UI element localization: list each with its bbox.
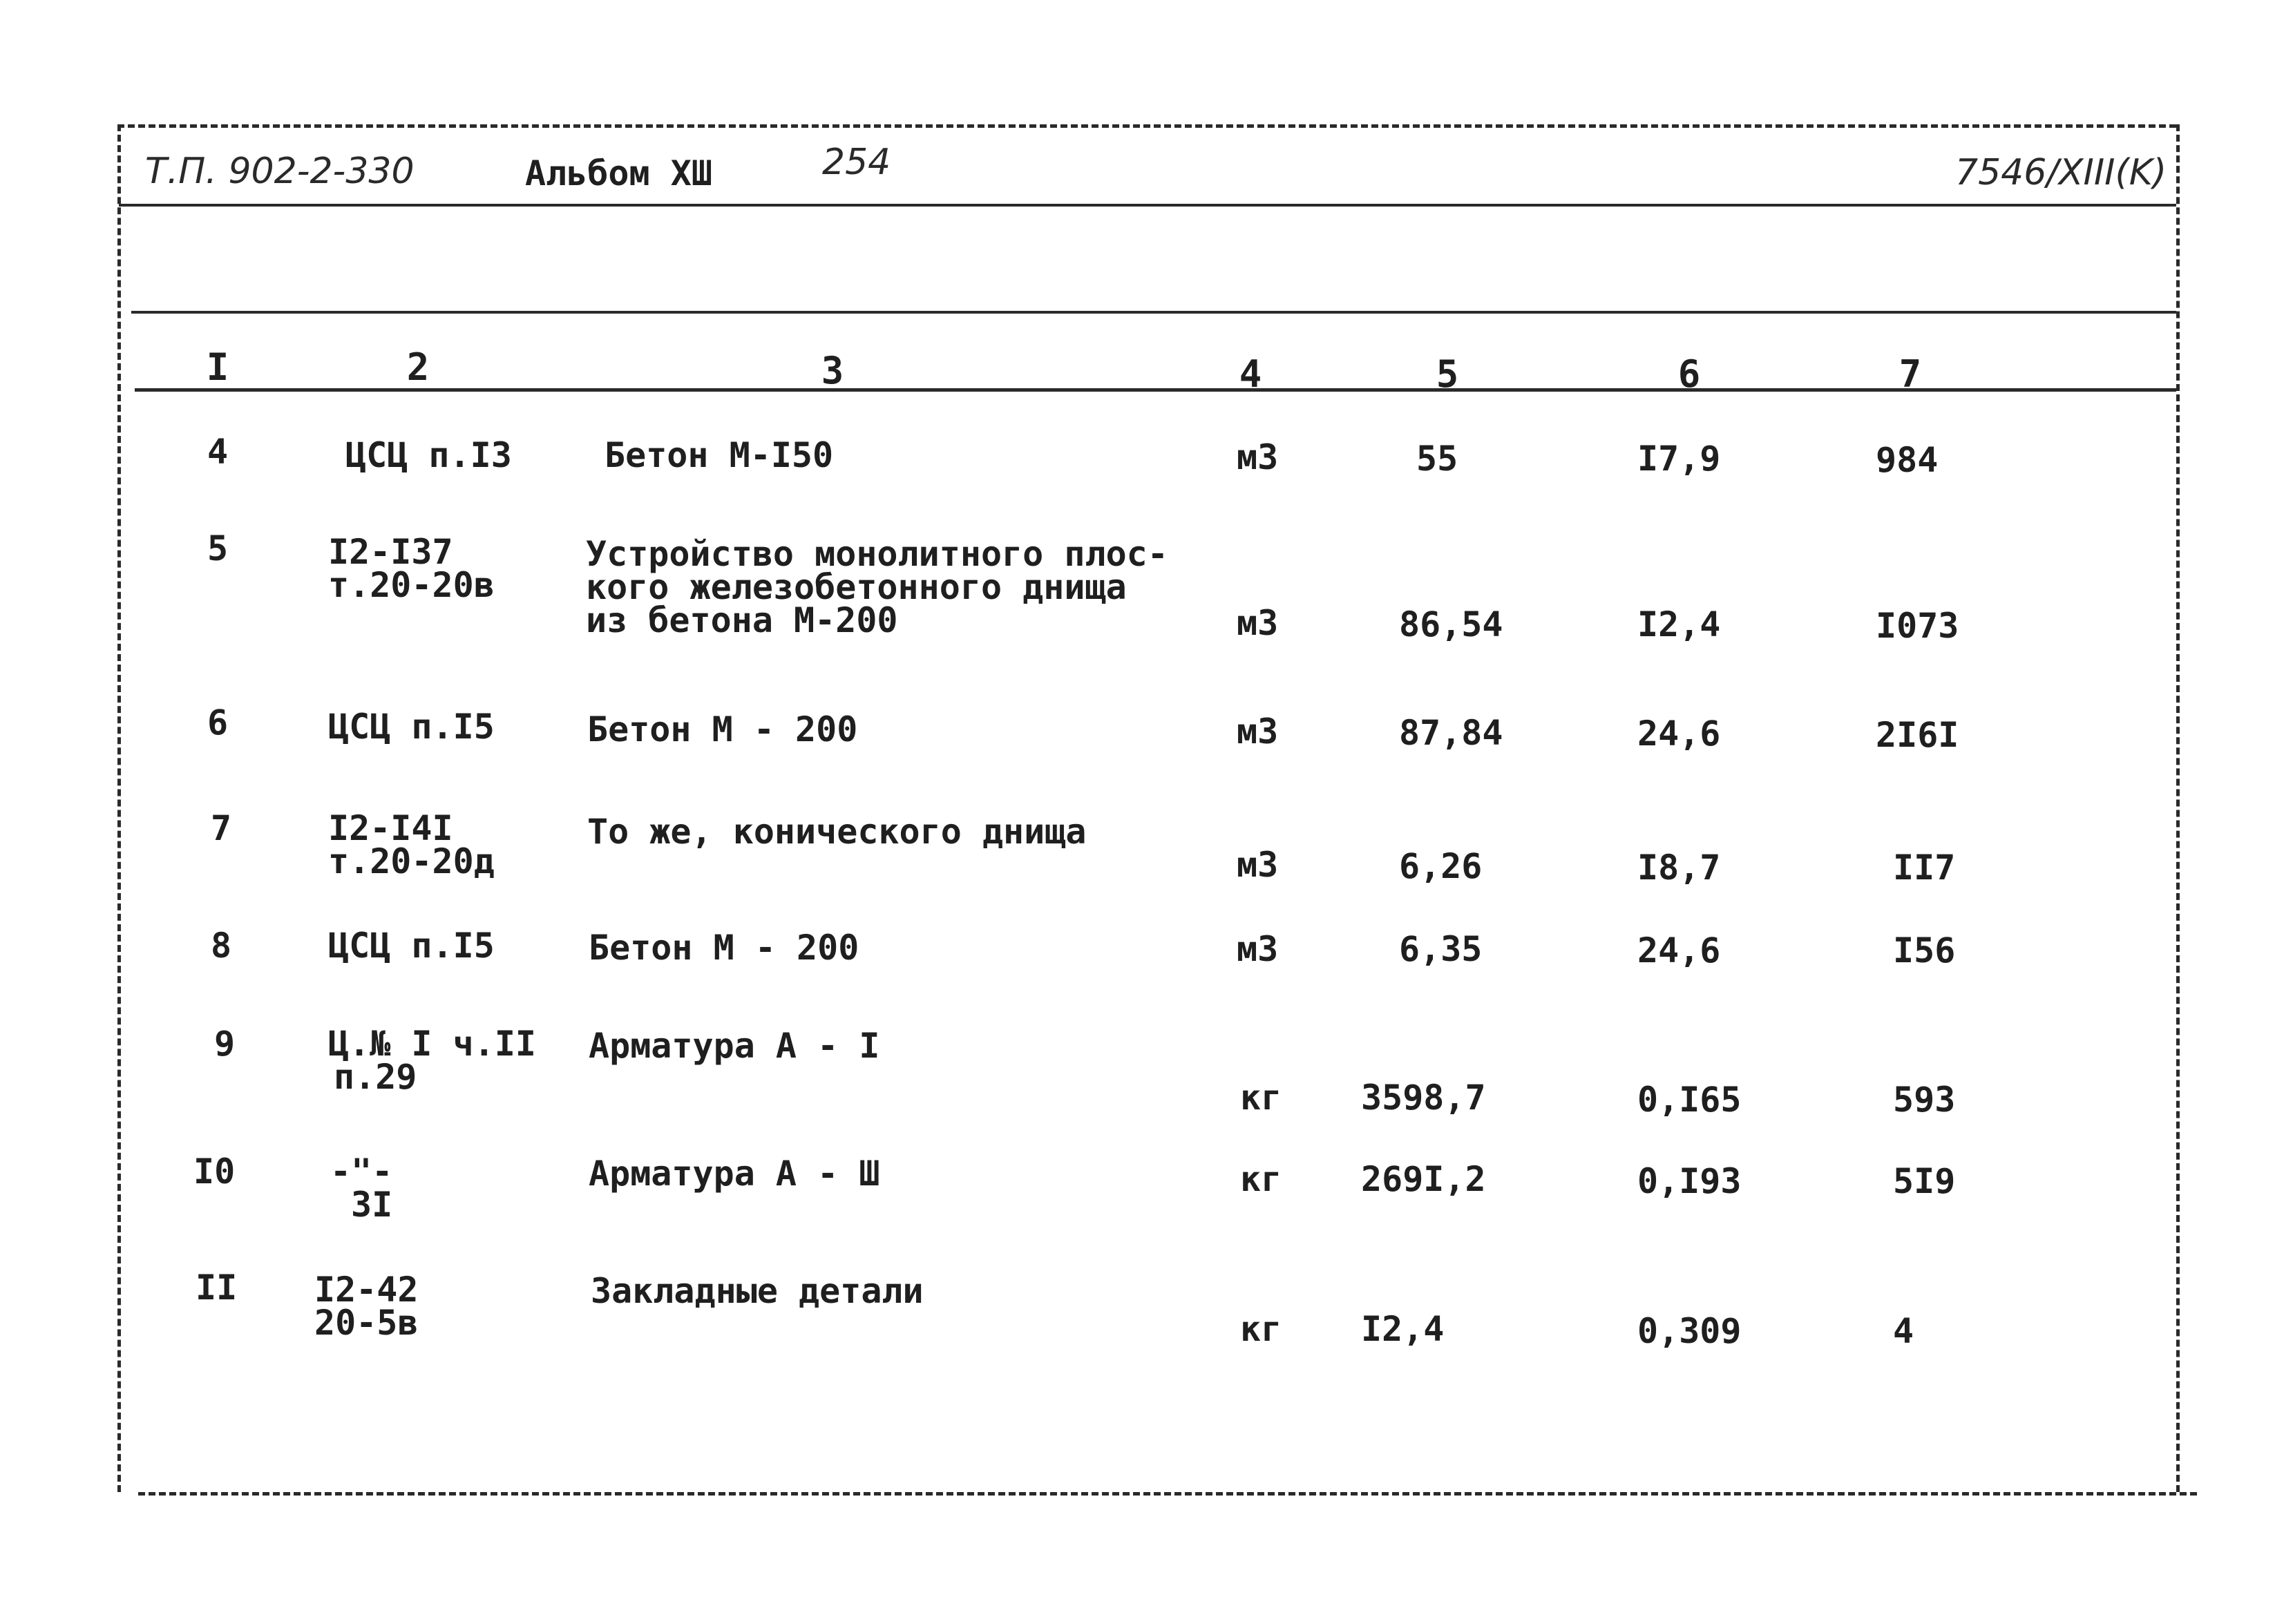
row-11-num: II (196, 1268, 238, 1308)
row-10-code (330, 1152, 393, 1225)
row-5-name-line-2: кого железобетонного днища (586, 567, 1127, 607)
table-top-rule (131, 311, 2176, 314)
row-8-num: 8 (211, 926, 232, 966)
column-header-2: 2 (406, 345, 430, 389)
row-8-unit: м3 (1237, 929, 1279, 969)
column-header-3: 3 (821, 349, 844, 392)
row-9-num: 9 (214, 1024, 236, 1064)
row-7-code (328, 808, 495, 881)
row-8-code (328, 926, 495, 966)
project-code: Т.П. 902-2-330 (145, 151, 415, 192)
row-5-name-line-3: из бетона М-200 (586, 600, 898, 640)
row-7-name (587, 812, 1087, 852)
row-5-price: I2,4 (1637, 604, 1721, 644)
row-10-code-line-2: 3I (351, 1185, 393, 1225)
row-6-unit: м3 (1237, 711, 1279, 752)
row-5-cost: I073 (1876, 606, 1959, 646)
row-7-num: 7 (211, 808, 232, 848)
row-4-name (605, 435, 834, 475)
album-label: Альбом ХШ (525, 153, 712, 193)
row-8-name (589, 928, 859, 968)
row-9-code-line-1: Ц.№ I ч.II (328, 1024, 537, 1064)
row-6-cost: 2I6I (1876, 715, 1959, 755)
row-7-name-line-1: То же, конического днища (587, 812, 1087, 852)
row-5-name (586, 534, 1168, 640)
frame-left (117, 124, 121, 1492)
row-5-code (328, 532, 495, 605)
row-10-cost: 5I9 (1893, 1161, 1956, 1201)
row-4-qty: 55 (1416, 439, 1458, 479)
page-number: 254 (822, 142, 891, 183)
row-6-code-line-1: ЦСЦ п.I5 (328, 707, 495, 747)
row-10-price: 0,I93 (1637, 1161, 1742, 1201)
row-11-unit: кг (1240, 1309, 1282, 1349)
frame-right (2176, 124, 2180, 1492)
row-7-code-line-1: I2-I4I (328, 808, 453, 848)
row-10-unit: кг (1240, 1159, 1282, 1199)
row-5-code-line-2: т.20-20в (328, 565, 495, 605)
row-6-code (328, 707, 495, 747)
row-8-code-line-1: ЦСЦ п.I5 (328, 926, 495, 966)
column-header-5: 5 (1436, 352, 1459, 396)
row-9-qty: 3598,7 (1361, 1078, 1486, 1118)
row-11-code (314, 1270, 419, 1343)
frame-top (117, 124, 2176, 128)
row-10-qty: 269I,2 (1361, 1159, 1486, 1199)
row-7-qty: 6,26 (1399, 846, 1483, 886)
row-4-code-line-1: ЦСЦ п.I3 (345, 435, 512, 475)
row-7-price: I8,7 (1637, 848, 1721, 888)
row-5-unit: м3 (1237, 603, 1279, 643)
row-9-code (328, 1024, 537, 1097)
row-9-name (589, 1026, 880, 1066)
header-rule (119, 204, 2176, 207)
row-9-code-line-2: п.29 (334, 1057, 417, 1097)
column-header-6: 6 (1677, 352, 1701, 396)
column-header-1: I (206, 345, 229, 389)
row-5-num: 5 (207, 528, 229, 569)
row-9-unit: кг (1240, 1078, 1282, 1118)
row-5-qty: 86,54 (1399, 604, 1503, 644)
row-11-price: 0,309 (1637, 1311, 1742, 1351)
row-10-name-line-1: Арматура А - Ш (589, 1154, 880, 1194)
row-7-unit: м3 (1237, 845, 1279, 885)
column-header-4: 4 (1239, 352, 1262, 396)
row-10-num: I0 (193, 1152, 236, 1192)
row-11-code-line-1: I2-42 (314, 1270, 419, 1310)
row-11-cost: 4 (1893, 1311, 1914, 1351)
row-10-code-line-1: -"- (330, 1152, 393, 1192)
frame-bottom (138, 1492, 2197, 1496)
row-9-price: 0,I65 (1637, 1080, 1742, 1120)
row-5-name-line-1: Устройство монолитного плос- (586, 534, 1168, 574)
row-11-name (591, 1271, 924, 1311)
row-8-cost: I56 (1893, 930, 1956, 971)
row-4-code (345, 435, 512, 475)
row-4-unit: м3 (1237, 437, 1279, 477)
row-9-cost: 593 (1893, 1080, 1956, 1120)
row-11-code-line-2: 20-5в (314, 1303, 419, 1343)
row-11-name-line-1: Закладные детали (591, 1271, 924, 1311)
row-9-name-line-1: Арматура А - I (589, 1026, 880, 1066)
row-6-name (587, 709, 858, 749)
column-header-7: 7 (1898, 352, 1922, 396)
row-4-num: 4 (207, 432, 229, 472)
row-7-code-line-2: т.20-20д (328, 841, 495, 881)
row-8-name-line-1: Бетон М - 200 (589, 928, 859, 968)
archive-code: 7546/XIII(K) (1955, 152, 2167, 193)
row-6-name-line-1: Бетон М - 200 (587, 709, 858, 749)
row-7-cost: II7 (1893, 848, 1956, 888)
row-4-cost: 984 (1876, 440, 1939, 480)
row-11-qty: I2,4 (1361, 1309, 1445, 1349)
row-6-num: 6 (207, 703, 229, 743)
row-8-price: 24,6 (1637, 930, 1721, 971)
row-4-name-line-1: Бетон М-I50 (605, 435, 834, 475)
row-6-price: 24,6 (1637, 714, 1721, 754)
row-6-qty: 87,84 (1399, 713, 1503, 753)
row-5-code-line-1: I2-I37 (328, 532, 453, 572)
row-4-price: I7,9 (1637, 439, 1721, 479)
row-10-name (589, 1154, 880, 1194)
row-8-qty: 6,35 (1399, 929, 1483, 969)
